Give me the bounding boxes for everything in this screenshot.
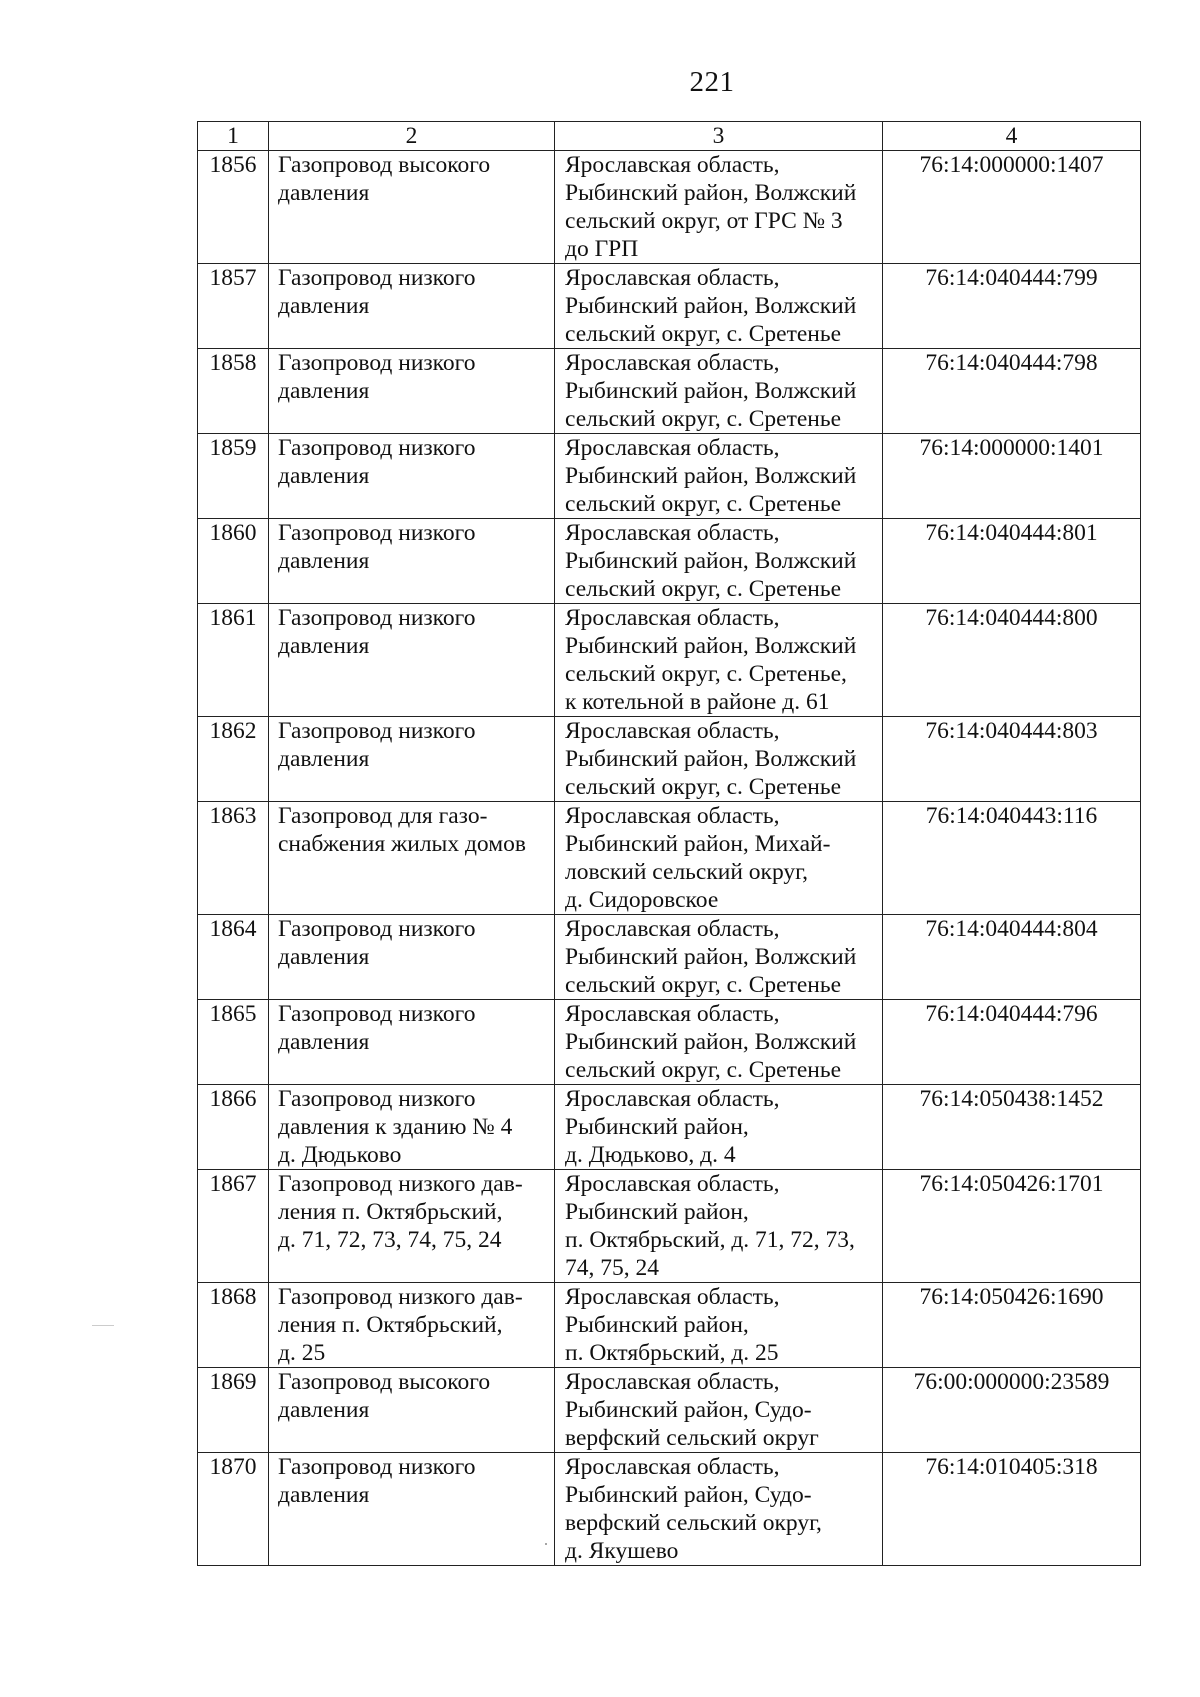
object-name-cell: Газопровод низкого дав- ления п. Октябрьский, д. 71, 72, 73, 74, 75, 24: [269, 1170, 555, 1283]
row-number-cell: 1857: [198, 264, 269, 349]
address-cell: Ярославская область, Рыбинский район, Волжский сельский округ, с. Сретенье: [555, 915, 883, 1000]
object-name-cell: Газопровод низкого давления: [269, 604, 555, 717]
row-number-cell: 1865: [198, 1000, 269, 1085]
row-number-cell: 1870: [198, 1453, 269, 1566]
object-name-cell: Газопровод низкого давления: [269, 349, 555, 434]
object-name-cell: Газопровод низкого давления: [269, 434, 555, 519]
cadastral-number-cell: 76:14:040444:800: [883, 604, 1141, 717]
cadastral-number-cell: 76:14:040444:796: [883, 1000, 1141, 1085]
address-cell: Ярославская область, Рыбинский район, д. Дюдьково, д. 4: [555, 1085, 883, 1170]
address-cell: Ярославская область, Рыбинский район, Волжский сельский округ, с. Сретенье: [555, 264, 883, 349]
address-cell: Ярославская область, Рыбинский район, Волжский сельский округ, с. Сретенье: [555, 1000, 883, 1085]
table-row: [198, 349, 1141, 434]
cadastral-number-cell: 76:14:010405:318: [883, 1453, 1141, 1566]
row-number-cell: 1859: [198, 434, 269, 519]
object-name-cell: Газопровод высокого давления: [269, 1368, 555, 1453]
table-row: [198, 1283, 1141, 1368]
cadastral-number-cell: 76:14:040444:804: [883, 915, 1141, 1000]
row-number-cell: 1868: [198, 1283, 269, 1368]
row-number-cell: 1856: [198, 151, 269, 264]
table-row: [198, 802, 1141, 915]
object-name-cell: Газопровод высокого давления: [269, 151, 555, 264]
table-row: [198, 1000, 1141, 1085]
table-row: [198, 519, 1141, 604]
column-header-2: 2: [269, 122, 555, 151]
table-body: [198, 151, 1141, 1566]
cadastral-number-cell: 76:14:040444:803: [883, 717, 1141, 802]
column-header-1: 1: [198, 122, 269, 151]
table-row: [198, 1368, 1141, 1453]
address-cell: Ярославская область, Рыбинский район, п. Октябрьский, д. 25: [555, 1283, 883, 1368]
registry-table: [197, 121, 1141, 1566]
row-number-cell: 1862: [198, 717, 269, 802]
address-cell: Ярославская область, Рыбинский район, п. Октябрьский, д. 71, 72, 73, 74, 75, 24: [555, 1170, 883, 1283]
row-number-cell: 1858: [198, 349, 269, 434]
cadastral-number-cell: 76:14:050426:1701: [883, 1170, 1141, 1283]
table-row: [198, 717, 1141, 802]
table-row: [198, 434, 1141, 519]
column-header-3: 3: [555, 122, 883, 151]
cadastral-number-cell: 76:14:040444:801: [883, 519, 1141, 604]
row-number-cell: 1860: [198, 519, 269, 604]
address-cell: Ярославская область, Рыбинский район, Волжский сельский округ, с. Сретенье: [555, 434, 883, 519]
address-cell: Ярославская область, Рыбинский район, Волжский сельский округ, с. Сретенье: [555, 519, 883, 604]
table-row: [198, 264, 1141, 349]
row-number-cell: 1861: [198, 604, 269, 717]
cadastral-number-cell: 76:14:040444:798: [883, 349, 1141, 434]
object-name-cell: Газопровод низкого давления: [269, 264, 555, 349]
object-name-cell: Газопровод низкого давления: [269, 1000, 555, 1085]
table-row: [198, 1085, 1141, 1170]
object-name-cell: Газопровод низкого дав- ления п. Октябрьский, д. 25: [269, 1283, 555, 1368]
object-name-cell: Газопровод низкого давления: [269, 1453, 555, 1566]
scan-dot-mark: [545, 1543, 547, 1545]
address-cell: Ярославская область, Рыбинский район, Судо- верфский сельский округ, д. Якушево: [555, 1453, 883, 1566]
object-name-cell: Газопровод низкого давления: [269, 915, 555, 1000]
object-name-cell: Газопровод для газо- снабжения жилых домов: [269, 802, 555, 915]
address-cell: Ярославская область, Рыбинский район, Волжский сельский округ, с. Сретенье: [555, 717, 883, 802]
address-cell: Ярославская область, Рыбинский район, Михай- ловский сельский округ, д. Сидоровское: [555, 802, 883, 915]
cadastral-number-cell: 76:14:050426:1690: [883, 1283, 1141, 1368]
cadastral-number-cell: 76:14:040444:799: [883, 264, 1141, 349]
object-name-cell: Газопровод низкого давления: [269, 519, 555, 604]
column-header-4: 4: [883, 122, 1141, 151]
cadastral-number-cell: 76:14:050438:1452: [883, 1085, 1141, 1170]
table-header: [198, 122, 1141, 151]
row-number-cell: 1869: [198, 1368, 269, 1453]
table-row: [198, 1170, 1141, 1283]
page-number: 221: [689, 66, 735, 98]
address-cell: Ярославская область, Рыбинский район, Волжский сельский округ, с. Сретенье, к котельной в районе д. 61: [555, 604, 883, 717]
cadastral-number-cell: 76:14:000000:1407: [883, 151, 1141, 264]
scan-margin-mark: [92, 1325, 114, 1326]
cadastral-number-cell: 76:14:040443:116: [883, 802, 1141, 915]
row-number-cell: 1864: [198, 915, 269, 1000]
object-name-cell: Газопровод низкого давления к зданию № 4 д. Дюдьково: [269, 1085, 555, 1170]
object-name-cell: Газопровод низкого давления: [269, 717, 555, 802]
row-number-cell: 1867: [198, 1170, 269, 1283]
address-cell: Ярославская область, Рыбинский район, Волжский сельский округ, от ГРС № 3 до ГРП: [555, 151, 883, 264]
row-number-cell: 1866: [198, 1085, 269, 1170]
address-cell: Ярославская область, Рыбинский район, Судо- верфский сельский округ: [555, 1368, 883, 1453]
cadastral-number-cell: 76:14:000000:1401: [883, 434, 1141, 519]
header-row: [198, 122, 1141, 151]
table-row: [198, 604, 1141, 717]
cadastral-number-cell: 76:00:000000:23589: [883, 1368, 1141, 1453]
address-cell: Ярославская область, Рыбинский район, Волжский сельский округ, с. Сретенье: [555, 349, 883, 434]
row-number-cell: 1863: [198, 802, 269, 915]
table-row: [198, 915, 1141, 1000]
table-row: [198, 151, 1141, 264]
table-row: [198, 1453, 1141, 1566]
